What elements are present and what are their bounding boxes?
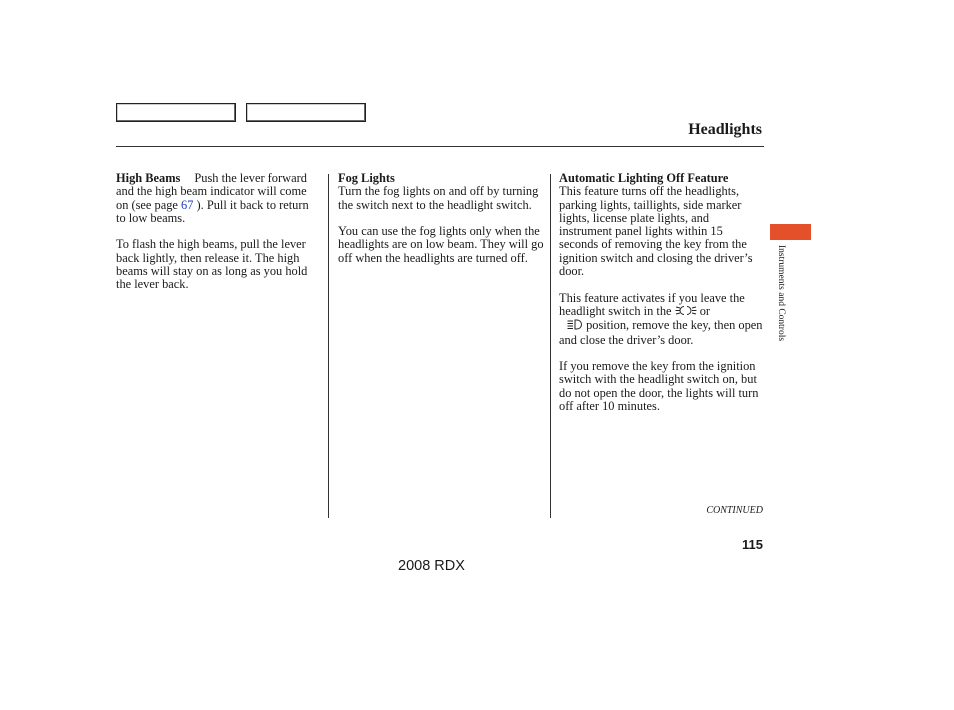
parking-light-icon bbox=[675, 305, 697, 319]
fog-lights-paragraph-1: Turn the fog lights on and off by turning the switch next to the headlight switch. bbox=[338, 184, 539, 212]
continued-label: CONTINUED bbox=[706, 505, 763, 516]
nav-button-next[interactable] bbox=[246, 103, 366, 122]
fog-lights-heading: Fog Lights bbox=[338, 171, 395, 185]
text-fragment: This feature activates if you leave the headlight switch in the bbox=[559, 290, 745, 318]
header-rule bbox=[116, 146, 764, 147]
nav-button-prev[interactable] bbox=[116, 103, 236, 122]
high-beams-paragraph-2: To flash the high beams, pull the lever back lightly, then release it. The high beams will stay on as long as you hold the lever back. bbox=[116, 237, 308, 292]
auto-off-paragraph-3: If you remove the key from the ignition switch with the headlight switch on, but do not open the door, the lights will turn off after 10 minutes. bbox=[559, 359, 759, 414]
auto-off-paragraph-1: This feature turns off the headlights, parking lights, taillights, side marker lights, license plate lights, and instrument panel lights within 15 seconds of removing the key from the ignition switch and closing the driver’s door. bbox=[559, 184, 753, 279]
text-fragment: ). Pull it back to return to low beams. bbox=[116, 197, 309, 225]
column-high-beams bbox=[116, 172, 320, 305]
headlight-icon bbox=[567, 319, 583, 333]
section-tab[interactable] bbox=[770, 224, 811, 240]
section-label: Instruments and Controls bbox=[776, 245, 786, 342]
column-fog-lights bbox=[338, 172, 544, 278]
footer-model: 2008 RDX bbox=[398, 558, 465, 574]
fog-lights-paragraph-2: You can use the fog lights only when the headlights are on low beam. They will go off when the headlights are turned off. bbox=[338, 224, 544, 265]
column-divider bbox=[328, 174, 329, 518]
text-fragment: position, remove the key, then open and close the driver’s door. bbox=[559, 318, 763, 347]
text-fragment: Push the lever forward and the high beam indicator will come on (see page bbox=[116, 171, 307, 212]
column-auto-off bbox=[559, 172, 763, 427]
page-number: 115 bbox=[742, 537, 763, 552]
page-ref-link[interactable]: 67 bbox=[181, 197, 194, 212]
high-beams-heading: High Beams bbox=[116, 171, 181, 185]
auto-off-heading: Automatic Lighting Off Feature bbox=[559, 171, 729, 185]
column-divider bbox=[550, 174, 551, 518]
page-title: Headlights bbox=[688, 121, 762, 138]
high-beams-paragraph-1 bbox=[116, 172, 320, 225]
text-fragment: or bbox=[696, 303, 711, 318]
auto-off-paragraph-2 bbox=[559, 292, 763, 347]
